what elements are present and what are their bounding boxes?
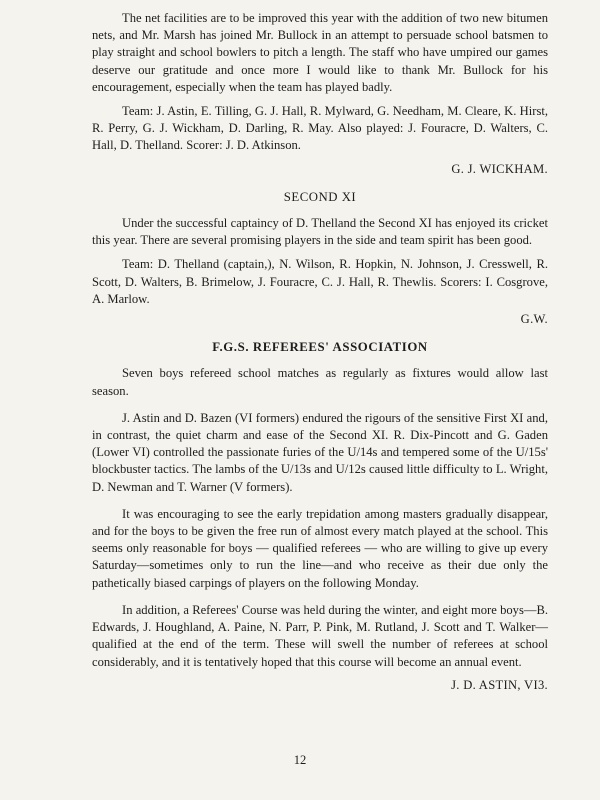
first-xi-signature: G. J. WICKHAM. bbox=[451, 161, 548, 176]
referees-association-heading: F.G.S. REFEREES' ASSOCIATION bbox=[212, 340, 428, 355]
page-number: 12 bbox=[293, 753, 307, 767]
referees-paragraph-4: In addition, a Referees' Course was held during the winter, and eight more boys—B. Edwards, J. Houghland, A. Paine, N. Parr, P. Pink, M. Rutland, J. Scott and T. Walker—qualified at the end of the term. These will swell the number of referees at school considerably, and it is tentatively hoped that this course will become an annual event. bbox=[92, 602, 548, 669]
second-xi-signature: G.W. bbox=[520, 312, 548, 327]
first-xi-paragraph: The net facilities are to be improved this year with the addition of two new bitumen nets, and Mr. Marsh has joined Mr. Bullock in an attempt to persuade school batsmen to play straight and school bowlers to pitch a length. The staff who have umpired our games deserve our gratitude and once more I would like to thank Mr. Bullock for his encouragement, especially when the team has played badly. bbox=[92, 11, 548, 94]
first-xi-team-list: Team: J. Astin, E. Tilling, G. J. Hall, R. Mylward, G. Needham, M. Cleare, K. Hirst, R. Perry, G. J. Wickham, D. Darling, R. May. Also played: J. Fouracre, D. Walters, C. Hall, D. Thelland. Scorer: J. D. Atkinson. bbox=[92, 104, 548, 153]
referees-paragraph-2: J. Astin and D. Bazen (VI formers) endured the rigours of the sensitive First XI and, in contrast, the quiet charm and ease of the Second XI. R. Dix-Pincott and G. Gaden (Lower VI) controlled the passionate furies of the U/14s and tempered some of the U/15s' blockbuster tactics. The lambs of the U/13s and U/12s caused little difficulty to L. Wright, D. Newman and T. Warner (V formers). bbox=[92, 410, 548, 494]
second-xi-team-list: Team: D. Thelland (captain,), N. Wilson, R. Hopkin, N. Johnson, J. Cresswell, R. Scott, D. Walters, B. Brimelow, J. Fouracre, C. J. Hall, R. Thewlis. Scorers: I. Cosgrove, A. Marlow. bbox=[92, 257, 548, 306]
referees-paragraph-3: It was encouraging to see the early trepidation among masters gradually disappear, and for the boys to be given the free run of almost every match played at the school. This seems only reasonable for boys — qualified referees — who are willing to give up every Saturday—sometimes only to run the line—and who receive as their due only the pathetically biased carpings of players on the following Monday. bbox=[92, 506, 548, 590]
second-xi-paragraph: Under the successful captaincy of D. Thelland the Second XI has enjoyed its cricket this year. There are several promising players in the side and team spirit has been good. bbox=[92, 216, 548, 248]
referees-signature: J. D. ASTIN, VI3. bbox=[451, 677, 548, 692]
second-xi-heading: SECOND XI bbox=[283, 189, 357, 204]
referees-paragraph-1: Seven boys refereed school matches as regularly as fixtures would allow last season. bbox=[92, 366, 548, 398]
